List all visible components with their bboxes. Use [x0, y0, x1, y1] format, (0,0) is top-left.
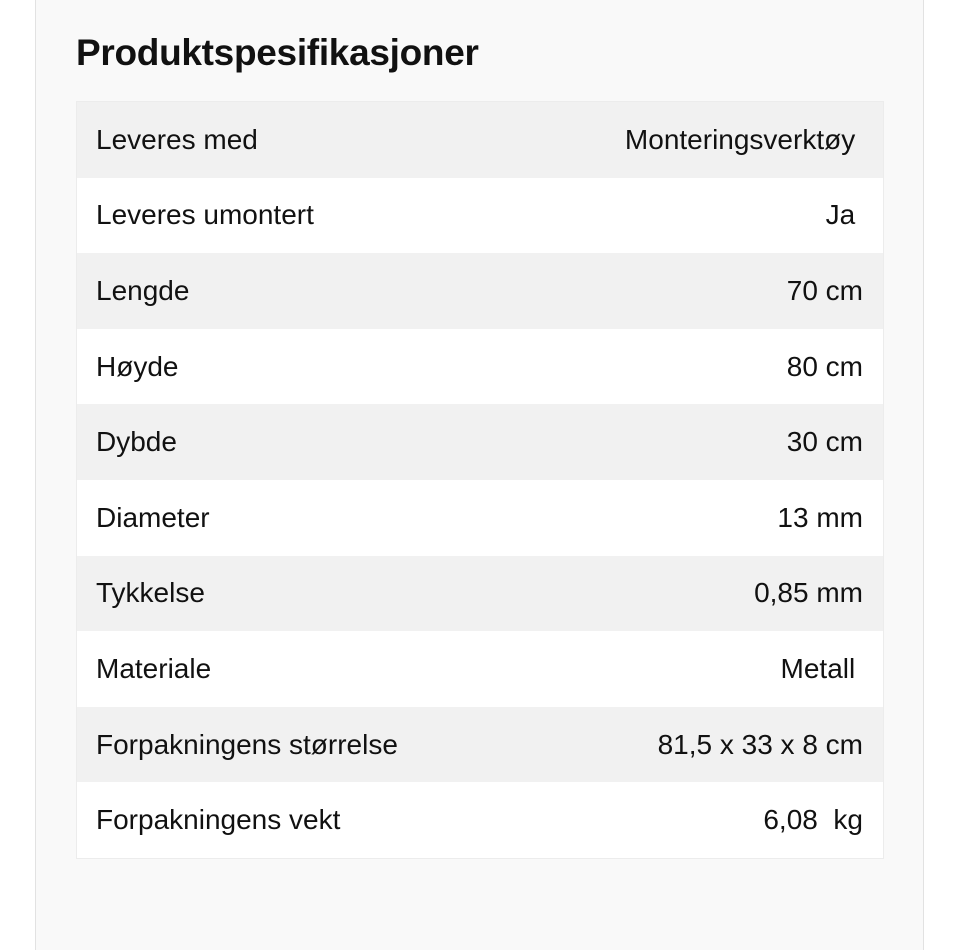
- spec-row-lengde: [77, 253, 883, 329]
- spec-table: [76, 101, 884, 859]
- spec-value: 70 cm: [786, 274, 863, 306]
- spec-label: Leveres med: [96, 123, 258, 155]
- spec-value: Metall: [780, 652, 863, 684]
- spec-row-leveres-umontert: [77, 178, 883, 254]
- spec-value: Ja: [825, 199, 863, 231]
- spec-value: 80 cm: [786, 350, 863, 382]
- spec-row-forpakningens-vekt: [77, 782, 883, 858]
- spec-row-materiale: [77, 631, 883, 707]
- spec-row-diameter: [77, 480, 883, 556]
- spec-label: Lengde: [96, 274, 190, 306]
- spec-value: 30 cm: [786, 426, 863, 458]
- spec-label: Leveres umontert: [96, 199, 314, 231]
- spec-label: Materiale: [96, 652, 212, 684]
- spec-value: 0,85 mm: [754, 577, 863, 609]
- spec-row-forpakningens-storrelse: [77, 707, 883, 783]
- spec-row-leveres-med: [77, 102, 883, 178]
- spec-label: Dybde: [96, 426, 177, 458]
- spec-row-hoyde: [77, 329, 883, 405]
- spec-label: Forpakningens vekt: [96, 804, 341, 836]
- spec-label: Tykkelse: [96, 577, 205, 609]
- spec-label: Høyde: [96, 350, 179, 382]
- spec-value: 81,5 x 33 x 8 cm: [657, 728, 863, 760]
- section-title: Produktspesifikasjoner: [76, 32, 479, 73]
- spec-value: 6,08 kg: [763, 804, 863, 836]
- spec-label: Forpakningens størrelse: [96, 728, 398, 760]
- spec-label: Diameter: [96, 501, 210, 533]
- spec-row-tykkelse: [77, 556, 883, 632]
- spec-value: Monteringsverktøy: [624, 123, 863, 155]
- spec-value: 13 mm: [777, 501, 863, 533]
- spec-row-dybde: [77, 404, 883, 480]
